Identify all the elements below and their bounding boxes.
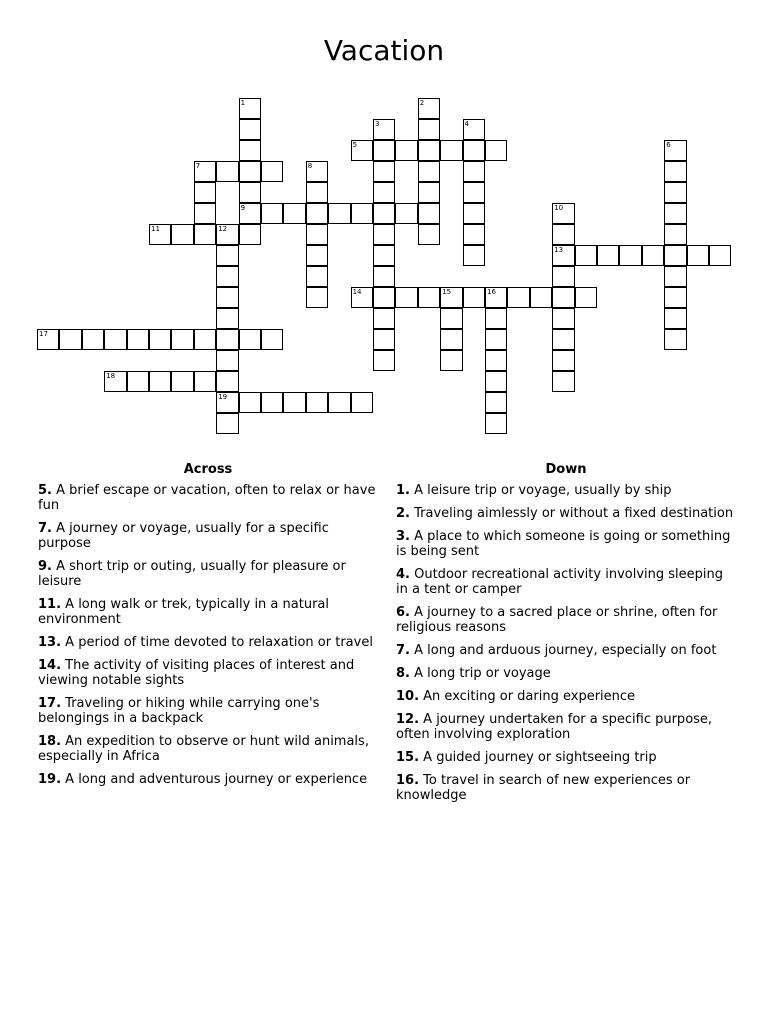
down-clue [396, 605, 736, 635]
grid-cell[interactable] [373, 224, 395, 245]
clue-number: 18. [38, 734, 62, 749]
grid-cell[interactable] [194, 224, 216, 245]
across-clue [38, 734, 378, 764]
grid-cell[interactable] [440, 329, 462, 350]
grid-cell[interactable] [104, 329, 126, 350]
cell-number: 8 [307, 162, 313, 170]
grid-cell[interactable] [306, 245, 328, 266]
grid-cell[interactable] [552, 329, 574, 350]
grid-cell[interactable] [194, 371, 216, 392]
clue-number: 1. [396, 483, 410, 498]
grid-cell[interactable] [552, 371, 574, 392]
cell-number: 14 [352, 288, 362, 296]
grid-cell[interactable] [552, 308, 574, 329]
grid-cell[interactable] [642, 245, 664, 266]
clue-number: 14. [38, 658, 62, 673]
grid-cell[interactable] [171, 224, 193, 245]
grid-cell[interactable] [351, 392, 373, 413]
down-clue [396, 750, 736, 765]
grid-cell[interactable] [306, 287, 328, 308]
clue-text: Traveling or hiking while carrying one's belongings in a backpack [38, 696, 320, 726]
down-clue [396, 643, 736, 658]
grid-cell[interactable] [463, 140, 485, 161]
grid-cell[interactable] [216, 245, 238, 266]
grid-cell[interactable] [239, 182, 261, 203]
grid-cell[interactable] [171, 371, 193, 392]
down-clue [396, 483, 736, 498]
grid-cell[interactable] [351, 140, 373, 161]
across-clue [38, 635, 378, 650]
clue-text: A long walk or trek, typically in a natural environment [38, 597, 329, 627]
cell-number: 19 [218, 393, 228, 401]
clue-number: 10. [396, 689, 420, 704]
across-clues [38, 462, 378, 795]
grid-cell[interactable] [306, 203, 328, 224]
grid-cell[interactable] [709, 245, 731, 266]
grid-cell[interactable] [194, 329, 216, 350]
grid-cell[interactable] [552, 266, 574, 287]
grid-cell[interactable] [664, 182, 686, 203]
clue-text: A long trip or voyage [409, 666, 551, 681]
grid-cell[interactable] [239, 224, 261, 245]
grid-cell[interactable] [418, 119, 440, 140]
grid-cell[interactable] [664, 308, 686, 329]
grid-cell[interactable] [216, 350, 238, 371]
clue-number: 8. [396, 666, 410, 681]
down-clue [396, 567, 736, 597]
grid-cell[interactable] [82, 329, 104, 350]
grid-cell[interactable] [664, 140, 686, 161]
grid-cell[interactable] [306, 392, 328, 413]
grid-cell[interactable] [418, 140, 440, 161]
cell-number: 4 [464, 120, 470, 128]
clue-number: 13. [38, 635, 62, 650]
grid-cell[interactable] [463, 224, 485, 245]
cell-number: 15 [442, 288, 452, 296]
clue-text: An expedition to observe or hunt wild animals, especially in Africa [38, 734, 369, 764]
clue-text: A journey undertaken for a specific purpose, often involving exploration [396, 712, 713, 742]
across-clue [38, 483, 378, 513]
grid-cell[interactable] [463, 182, 485, 203]
clue-number: 16. [396, 773, 420, 788]
grid-cell[interactable] [59, 329, 81, 350]
cell-number: 10 [554, 204, 564, 212]
grid-cell[interactable] [194, 161, 216, 182]
grid-cell[interactable] [530, 287, 552, 308]
crossword-grid [0, 0, 768, 460]
across-clue [38, 772, 378, 787]
across-clue [38, 658, 378, 688]
grid-cell[interactable] [485, 350, 507, 371]
grid-cell[interactable] [239, 329, 261, 350]
grid-cell[interactable] [664, 287, 686, 308]
across-clue [38, 559, 378, 589]
grid-cell[interactable] [306, 266, 328, 287]
across-clue [38, 521, 378, 551]
grid-cell[interactable] [485, 329, 507, 350]
grid-cell[interactable] [552, 245, 574, 266]
grid-cell[interactable] [149, 224, 171, 245]
cell-number: 1 [240, 99, 246, 107]
clue-number: 9. [38, 559, 52, 574]
across-clue [38, 696, 378, 726]
cell-number: 6 [666, 141, 671, 149]
grid-cell[interactable] [552, 203, 574, 224]
cell-number: 2 [419, 99, 425, 107]
clue-number: 17. [38, 696, 62, 711]
clue-number: 15. [396, 750, 420, 765]
grid-cell[interactable] [149, 371, 171, 392]
clue-number: 11. [38, 597, 62, 612]
down-clue-list [396, 483, 736, 803]
clue-number: 7. [38, 521, 52, 536]
grid-cell[interactable] [373, 287, 395, 308]
clue-number: 5. [38, 483, 52, 498]
grid-cell[interactable] [485, 392, 507, 413]
grid-cell[interactable] [216, 371, 238, 392]
grid-cell[interactable] [463, 203, 485, 224]
down-clues [396, 462, 736, 811]
grid-cell[interactable] [485, 287, 507, 308]
grid-cell[interactable] [373, 266, 395, 287]
clue-text: A guided journey or sightseeing trip [419, 750, 657, 765]
down-clue [396, 712, 736, 742]
clue-text: Outdoor recreational activity involving sleeping in a tent or camper [396, 567, 723, 597]
grid-cell[interactable] [261, 203, 283, 224]
grid-cell[interactable] [216, 392, 238, 413]
grid-cell[interactable] [306, 161, 328, 182]
grid-cell[interactable] [328, 392, 350, 413]
grid-cell[interactable] [216, 161, 238, 182]
clue-number: 7. [396, 643, 410, 658]
grid-cell[interactable] [283, 392, 305, 413]
clue-text: A period of time devoted to relaxation or travel [61, 635, 373, 650]
grid-cell[interactable] [687, 245, 709, 266]
grid-cell[interactable] [373, 245, 395, 266]
grid-cell[interactable] [351, 203, 373, 224]
grid-cell[interactable] [552, 224, 574, 245]
grid-cell[interactable] [418, 203, 440, 224]
grid-cell[interactable] [440, 350, 462, 371]
down-clue [396, 689, 736, 704]
down-clue [396, 529, 736, 559]
grid-cell[interactable] [373, 350, 395, 371]
grid-cell[interactable] [418, 287, 440, 308]
grid-cell[interactable] [463, 119, 485, 140]
clue-text: A long and arduous journey, especially on foot [409, 643, 717, 658]
grid-cell[interactable] [597, 245, 619, 266]
cell-number: 9 [240, 204, 246, 212]
clue-text: A short trip or outing, usually for pleasure or leisure [38, 559, 346, 589]
cell-number: 5 [352, 141, 358, 149]
grid-cell[interactable] [418, 161, 440, 182]
down-clue [396, 666, 736, 681]
grid-cell[interactable] [485, 308, 507, 329]
grid-cell[interactable] [507, 287, 529, 308]
grid-cell[interactable] [395, 287, 417, 308]
grid-cell[interactable] [127, 329, 149, 350]
grid-cell[interactable] [216, 329, 238, 350]
grid-cell[interactable] [261, 329, 283, 350]
grid-cell[interactable] [552, 350, 574, 371]
grid-cell[interactable] [194, 182, 216, 203]
clue-text: The activity of visiting places of interest and viewing notable sights [38, 658, 355, 688]
grid-cell[interactable] [328, 203, 350, 224]
grid-cell[interactable] [261, 392, 283, 413]
grid-cell[interactable] [239, 140, 261, 161]
grid-cell[interactable] [664, 245, 686, 266]
grid-cell[interactable] [373, 182, 395, 203]
cell-number: 16 [487, 288, 496, 296]
clue-number: 3. [396, 529, 410, 544]
grid-cell[interactable] [216, 287, 238, 308]
grid-cell[interactable] [664, 266, 686, 287]
grid-cell[interactable] [373, 161, 395, 182]
across-clue-list [38, 483, 378, 787]
grid-cell[interactable] [216, 266, 238, 287]
grid-cell[interactable] [104, 371, 126, 392]
grid-cell[interactable] [239, 392, 261, 413]
grid-cell[interactable] [239, 161, 261, 182]
cell-number: 17 [39, 330, 48, 338]
puzzle-title: Vacation [323, 34, 445, 67]
cell-number: 11 [151, 225, 160, 233]
grid-cell[interactable] [239, 98, 261, 119]
clue-number: 6. [396, 605, 410, 620]
grid-cell[interactable] [239, 119, 261, 140]
grid-cell[interactable] [373, 203, 395, 224]
clue-text: An exciting or daring experience [419, 689, 636, 704]
grid-cell[interactable] [149, 329, 171, 350]
grid-cell[interactable] [37, 329, 59, 350]
grid-cell[interactable] [283, 203, 305, 224]
grid-cell[interactable] [463, 245, 485, 266]
grid-cell[interactable] [395, 140, 417, 161]
clue-number: 19. [38, 772, 62, 787]
down-heading: Down [545, 462, 587, 477]
grid-cell[interactable] [373, 119, 395, 140]
cell-number: 18 [106, 372, 116, 380]
down-clue [396, 773, 736, 803]
grid-cell[interactable] [485, 413, 507, 434]
clue-number: 2. [396, 506, 410, 521]
grid-cell[interactable] [664, 224, 686, 245]
grid-cell[interactable] [261, 161, 283, 182]
grid-cell[interactable] [351, 287, 373, 308]
grid-cell[interactable] [373, 140, 395, 161]
cell-number: 3 [375, 120, 380, 128]
grid-cell[interactable] [664, 203, 686, 224]
grid-cell[interactable] [194, 203, 216, 224]
clue-number: 12. [396, 712, 420, 727]
grid-cell[interactable] [373, 329, 395, 350]
grid-cell[interactable] [619, 245, 641, 266]
grid-cell[interactable] [373, 308, 395, 329]
across-clue [38, 597, 378, 627]
across-heading: Across [183, 462, 233, 477]
grid-cell[interactable] [463, 161, 485, 182]
clue-text: A leisure trip or voyage, usually by ship [409, 483, 672, 498]
clue-text: Traveling aimlessly or without a fixed destination [409, 506, 734, 521]
grid-cell[interactable] [239, 203, 261, 224]
grid-cell[interactable] [440, 308, 462, 329]
clue-number: 4. [396, 567, 410, 582]
cell-number: 7 [195, 162, 201, 170]
clue-text: A long and adventurous journey or experience [61, 772, 368, 787]
grid-cell[interactable] [440, 287, 462, 308]
grid-cell[interactable] [664, 329, 686, 350]
grid-cell[interactable] [440, 140, 462, 161]
cell-number: 12 [218, 225, 228, 233]
grid-cell[interactable] [418, 98, 440, 119]
clue-text: A place to which someone is going or something is being sent [396, 529, 731, 559]
cell-number: 13 [554, 246, 564, 254]
grid-cell[interactable] [664, 161, 686, 182]
grid-cell[interactable] [575, 287, 597, 308]
clue-text: A brief escape or vacation, often to relax or have fun [38, 483, 376, 513]
down-clue [396, 506, 736, 521]
grid-cell[interactable] [306, 224, 328, 245]
grid-cell[interactable] [306, 182, 328, 203]
grid-cell[interactable] [418, 224, 440, 245]
grid-cell[interactable] [418, 182, 440, 203]
clue-text: A journey to a sacred place or shrine, often for religious reasons [396, 605, 718, 635]
grid-cell[interactable] [127, 371, 149, 392]
grid-cell[interactable] [552, 287, 574, 308]
grid-cell[interactable] [463, 287, 485, 308]
grid-cell[interactable] [216, 308, 238, 329]
grid-cell[interactable] [171, 329, 193, 350]
clue-text: A journey or voyage, usually for a specific purpose [38, 521, 329, 551]
clue-text: To travel in search of new experiences or knowledge [396, 773, 691, 803]
grid-cell[interactable] [395, 203, 417, 224]
grid-cell[interactable] [575, 245, 597, 266]
grid-cell[interactable] [485, 371, 507, 392]
grid-cell[interactable] [485, 140, 507, 161]
grid-cell[interactable] [216, 224, 238, 245]
grid-cell[interactable] [216, 413, 238, 434]
